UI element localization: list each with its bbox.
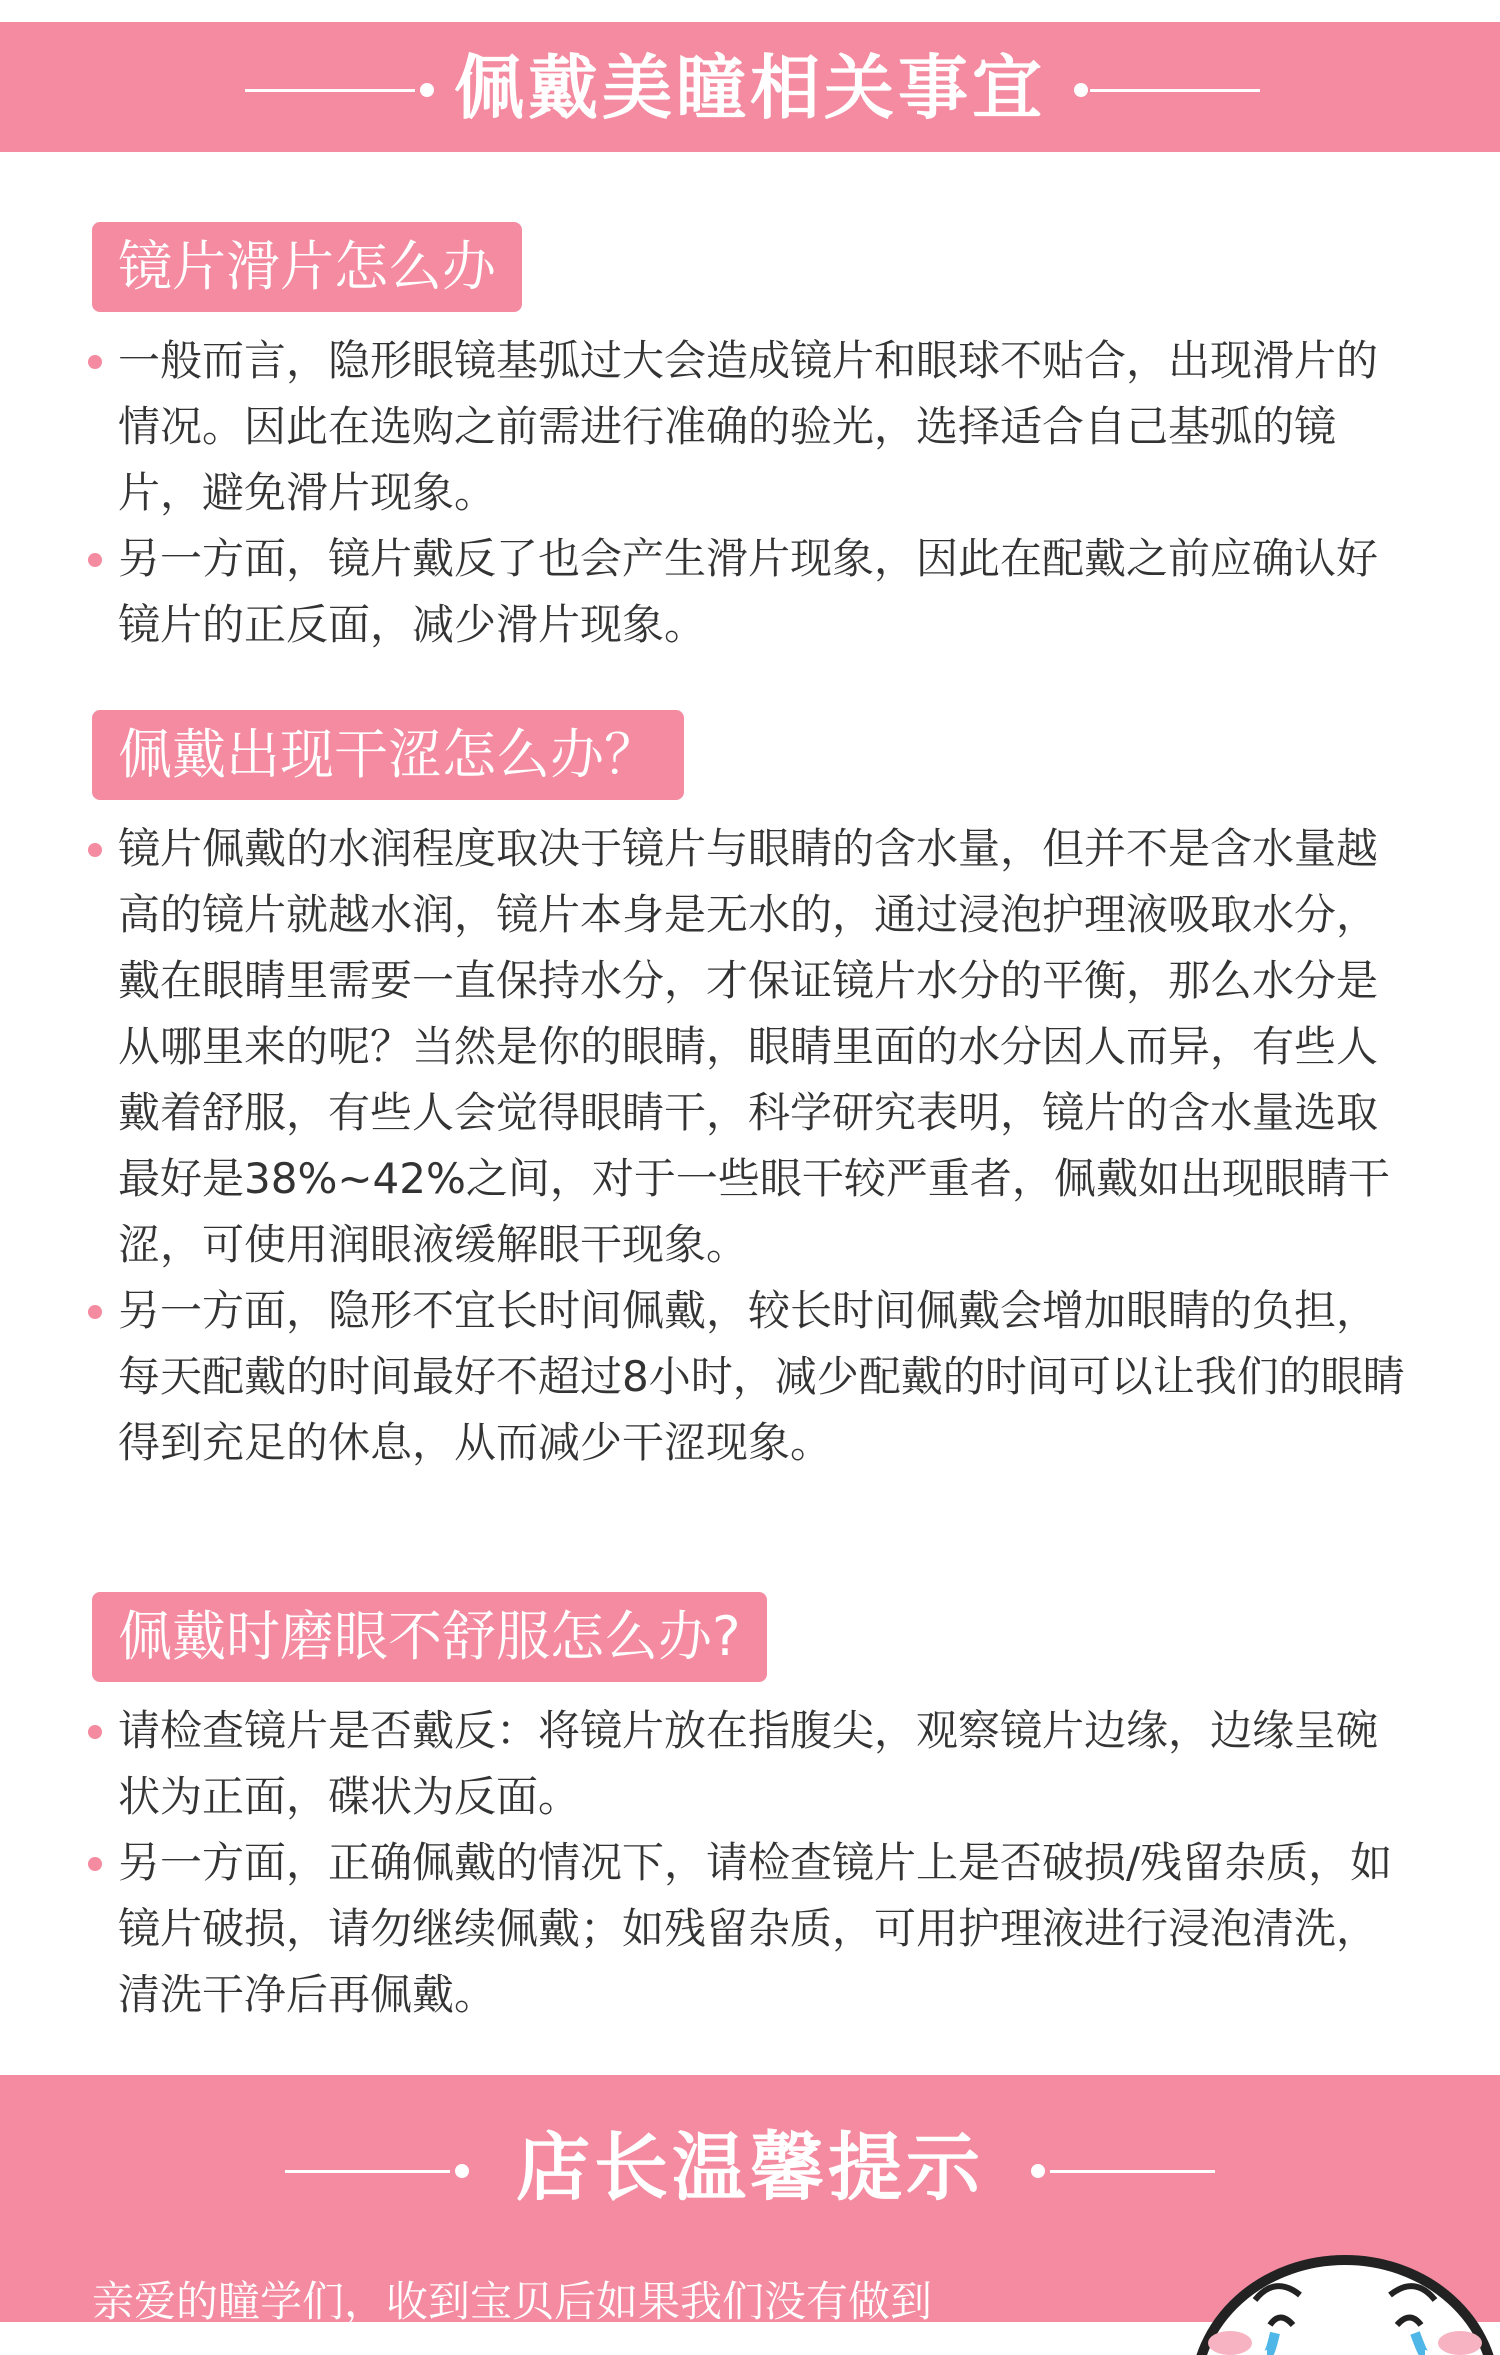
bullet-text: 另一方面，镜片戴反了也会产生滑片现象，因此在配戴之前应确认好镜片的正反面，减少滑片现象。 <box>118 534 1379 649</box>
section-title-slipping: 镜片滑片怎么办 <box>92 222 522 312</box>
right-decor-dot <box>1074 83 1088 97</box>
right-decor-dot <box>1031 2164 1045 2178</box>
bullet-text: 另一方面，正确佩戴的情况下，请检查镜片上是否破损/残留杂质，如镜片破损，请勿继续佩戴；如残留杂质，可用护理液进行浸泡清洗，清洗干净后再佩戴。 <box>118 1838 1393 2019</box>
bullet-text: 一般而言，隐形眼镜基弧过大会造成镜片和眼球不贴合，出现滑片的情况。因此在选购之前需进行准确的验光，选择适合自己基弧的镜片，避免滑片现象。 <box>118 336 1379 517</box>
list-item <box>118 328 1408 526</box>
list-item <box>118 1698 1408 1830</box>
bullet-text: 请检查镜片是否戴反：将镜片放在指腹尖，观察镜片边缘，边缘呈碗状为正面，碟状为反面。 <box>118 1706 1379 1821</box>
bullet-dot <box>88 1725 102 1739</box>
bullet-dot <box>88 1305 102 1319</box>
section-title-dryness: 佩戴出现干涩怎么办？ <box>92 710 684 800</box>
footer-message: 亲爱的瞳学们，收到宝贝后如果我们没有做到 <box>92 2277 933 2326</box>
section-slipping-content <box>118 328 1408 658</box>
footer-banner <box>0 2075 1500 2326</box>
right-decor-line <box>1050 2170 1215 2173</box>
footer-title: 店长温馨提示 <box>516 2125 984 2211</box>
bullet-dot <box>88 843 102 857</box>
list-item <box>118 526 1408 658</box>
page-title: 佩戴美瞳相关事宜 <box>454 47 1046 129</box>
list-item <box>118 1830 1408 2028</box>
header-banner <box>0 22 1500 152</box>
section-dryness-content <box>118 816 1408 1476</box>
list-item <box>118 816 1408 1278</box>
bullet-dot <box>88 1857 102 1871</box>
bullet-text: 镜片佩戴的水润程度取决于镜片与眼睛的含水量，但并不是含水量越高的镜片就越水润，镜片本身是无水的，通过浸泡护理液吸取水分，戴在眼睛里需要一直保持水分，才保证镜片水分的平衡，那么水分是从哪里来的呢？当然是你的眼睛，眼睛里面的水分因人而异，有些人戴着舒服，有些人会觉得眼睛干，科学研究表明，镜片的含水量选取最好是38%~42%之间，对于一些眼干较严重者，佩戴如出现眼睛干涩，可使用润眼液缓解眼干现象。 <box>118 824 1390 1269</box>
bullet-dot <box>88 355 102 369</box>
section-discomfort-content <box>118 1698 1408 2028</box>
crying-face-mascot-icon <box>1175 2255 1500 2355</box>
right-decor-line <box>1090 89 1260 92</box>
list-item <box>118 1278 1408 1476</box>
bullet-dot <box>88 553 102 567</box>
section-title-discomfort: 佩戴时磨眼不舒服怎么办? <box>92 1592 767 1682</box>
bullet-text: 另一方面，隐形不宜长时间佩戴，较长时间佩戴会增加眼睛的负担，每天配戴的时间最好不超过8小时，减少配戴的时间可以让我们的眼睛得到充足的休息，从而减少干涩现象。 <box>118 1286 1405 1467</box>
